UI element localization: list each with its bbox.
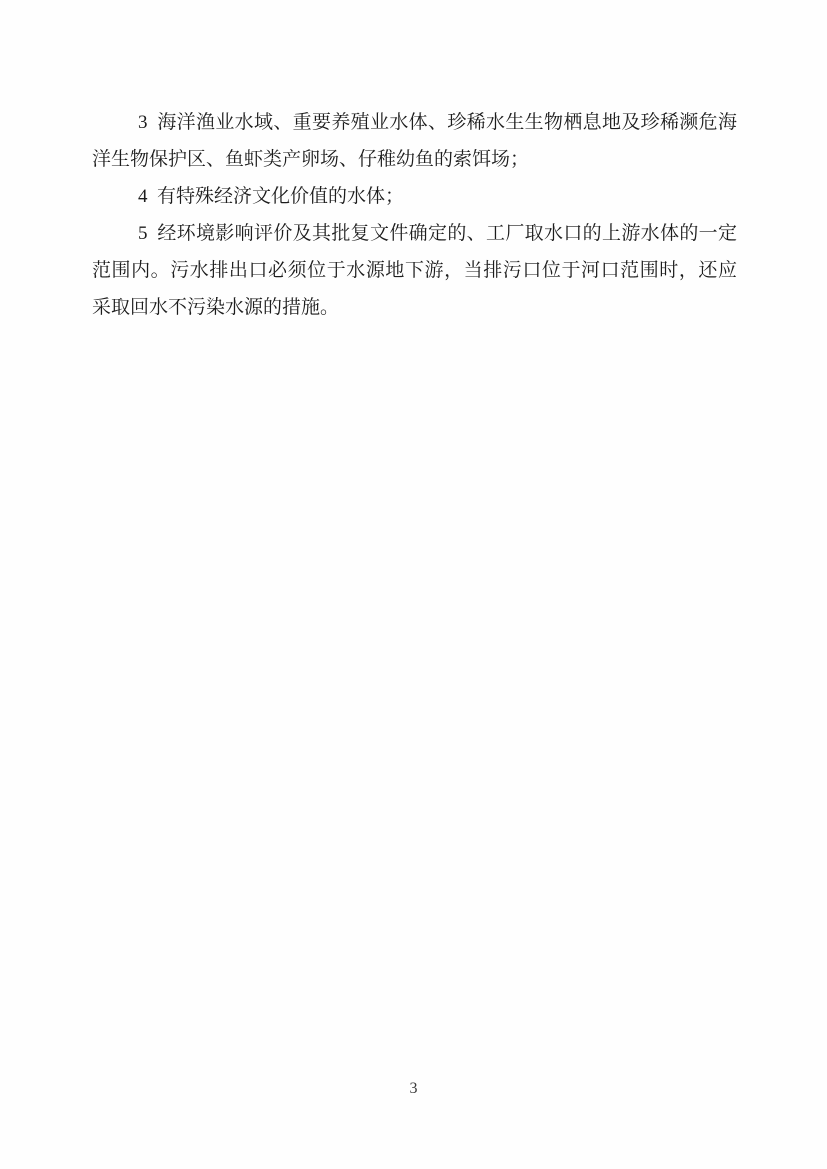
document-body (92, 104, 737, 326)
text-line: 4 有特殊经济文化价值的水体； (138, 186, 405, 207)
page-number: 3 (409, 1080, 418, 1097)
text-line: 范围内。污水排出口必须位于水源地下游，当排污口位于河口范围时，还应 (92, 260, 737, 281)
paragraph (92, 215, 737, 326)
text-line: 3 海洋渔业水域、重要养殖业水体、珍稀水生生物栖息地及珍稀濒危海 (138, 112, 737, 133)
paragraph (92, 178, 737, 215)
text-line: 洋生物保护区、鱼虾类产卵场、仔稚幼鱼的索饵场； (92, 149, 530, 170)
text-line: 5 经环境影响评价及其批复文件确定的、工厂取水口的上游水体的一定 (138, 223, 737, 244)
text-line: 采取回水不污染水源的措施。 (92, 297, 340, 318)
paragraph (92, 104, 737, 178)
